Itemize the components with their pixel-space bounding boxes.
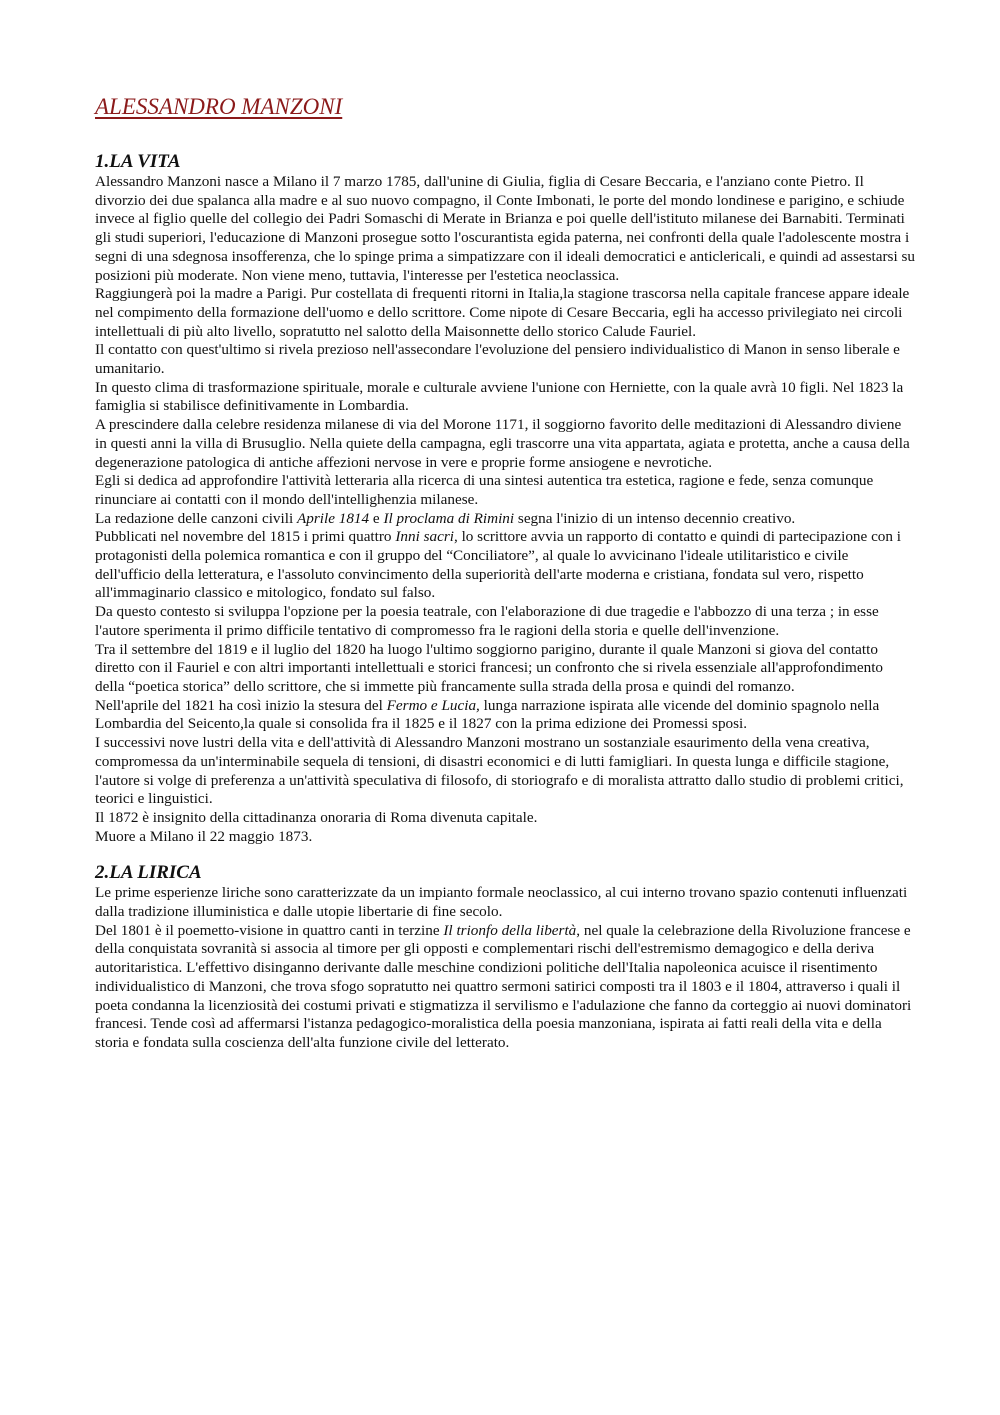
section-heading: [95, 862, 915, 884]
section-title: LA LIRICA: [109, 862, 202, 884]
text-run: , nel quale la celebrazione della Rivoluzione francese e della conquistata sovranità si associa al timore per gli opposti e complementari rischi dell'estremismo demagogico e della deriva autoritaristica. L'effettivo disinganno derivante dalle meschine condizioni politiche dell'Italia napoleonica acuisce il risentimento individualistico di Manzoni, che trova sfogo sopratutto nei quattro sermoni satirici composti tra il 1803 e il 1804, attraverso i quali il poeta condanna la licenziosità dei costumi privati e stigmatizza il servilismo e l'adulazione che fanno da corteggio ai nuovi dominatori francesi. Tende così ad affermarsi l'istanza pedagogico-moralistica della poesia manzoniana, ispirata ai fatti reali della vita e della storia e fondata sulla coscienza dell'alta funzione civile del letterato.: [95, 921, 912, 1051]
text-run: Alessandro Manzoni nasce a Milano il 7 marzo 1785, dall'unine di Giulia, figlia di Cesare Beccaria, e l'anziano conte Pietro. Il divorzio dei due spalanca alla madre e al suo nuovo compagno, il Conte Imbonati, le porte del mondo londinese e parigino, e schiude invece al figlio quelle del collegio dei Padri Somaschi di Merate in Brianza e poi quelle dell'istituto milanese dei Barnabiti. Terminati gli studi superiori, l'educazione di Manzoni prosegue sotto l'oscurantista egida paterna, nei confronti della quale l'adolescente mostra i segni di una sdegnosa insofferenza, che lo spinge prima a simpatizzare con il ideali democratici e anticlericali, e quindi ad assestarsi su posizioni più moderate. Non viene meno, tuttavia, l'interesse per l'estetica neoclassica.: [95, 173, 915, 284]
paragraph: [95, 922, 915, 1053]
section-body: [95, 884, 915, 1052]
text-run: Del 1801 è il poemetto-visione in quattro canti in terzine: [95, 921, 444, 939]
italic-text: Fermo e Lucia,: [386, 696, 480, 714]
text-run: Il contatto con quest'ultimo si rivela prezioso nell'assecondare l'evoluzione del pensiero individualistico di Manon in senso liberale e umanitario.: [95, 341, 900, 378]
paragraph: [95, 510, 915, 529]
text-run: In questo clima di trasformazione spirituale, morale e culturale avviene l'unione con Herniette, con la quale avrà 10 figli. Nel 1823 la famiglia si stabilisce definitivamente in Lombardia.: [95, 378, 904, 415]
section-number: 1.: [95, 151, 110, 172]
text-run: I successivi nove lustri della vita e dell'attività di Alessandro Manzoni mostrano un sostanziale esaurimento della vena creativa, compromessa da un'interminabile sequela di tensioni, di disastri economici e di lutti famigliari. In questa lunga e difficile stagione, l'autore si volge di preferenza a un'attività speculativa di filosofo, di storiografo e di moralista attratto dallo studio di problemi critici, teorici e linguistici.: [95, 734, 904, 808]
text-run: Pubblicati nel novembre del 1815 i primi quattro: [95, 528, 396, 546]
italic-text: Il trionfo della libertà: [443, 921, 577, 939]
text-run: segna l'inizio di un intenso decennio creativo.: [514, 509, 796, 527]
italic-text: Il proclama di Rimini: [383, 509, 515, 527]
paragraph: [95, 641, 915, 697]
paragraph: [95, 528, 915, 603]
paragraph: [95, 809, 915, 828]
text-run: lunga narrazione ispirata alle vicende del dominio spagnolo nella Lombardia del Seicento,la quale si consolida fra il 1825 e il 1827 con la prima edizione dei Promessi sposi.: [95, 696, 880, 733]
paragraph: [95, 884, 915, 921]
document-title: ALESSANDRO MANZONI: [95, 94, 343, 119]
document-body: [95, 93, 915, 1053]
section-heading: [95, 151, 915, 173]
text-run: Da questo contesto si sviluppa l'opzione per la poesia teatrale, con l'elaborazione di due tragedie e l'abbozzo di una terza ; in esse l'autore sperimenta il primo difficile tentativo di compromesso fra le ragioni della storia e quelle dell'invenzione.: [95, 603, 879, 639]
text-run: Le prime esperienze liriche sono caratterizzate da un impianto formale neoclassico, al cui interno trovano spazio contenuti influenzati dalla tradizione illuministica e dalle utopie libertarie di fine secolo.: [95, 884, 908, 921]
section-number: 2.: [95, 862, 110, 884]
text-run: Egli si dedica ad approfondire l'attività letteraria alla ricerca di una sintesi autentica tra estetica, ragione e fede, senza comunque rinunciare ai contatti con il mondo dell'intellighenzia milanese.: [95, 472, 874, 508]
paragraph: [95, 341, 915, 378]
text-run: , lo scrittore avvia un rapporto di contatto e quindi di partecipazione con i protagonisti della polemica romantica e con il gruppo del “Conciliatore”, al quale lo avvicinano l'ideale utilitaristico e civile dell'ufficio della letteratura, e l'assoluto convincimento della superiorità dell'arte moderna e cristiana, fondata sul vero, rispetto all'immaginario classico e mitologico, fondato sul falso.: [95, 528, 902, 602]
text-run: Tra il settembre del 1819 e il luglio del 1820 ha luogo l'ultimo soggiorno parigino, durante il quale Manzoni si giova del contatto diretto con il Fauriel e con altri importanti intellettuali e storici francesi; un confronto che si rivela essenziale all'approfondimento della “poetica storica” dello scrittore, che si immette più francamente sulla strada della prosa e quindi del romanzo.: [95, 640, 884, 695]
italic-text: Aprile 1814: [296, 509, 370, 527]
paragraph: [95, 379, 915, 416]
paragraph: [95, 472, 915, 509]
paragraph: [95, 828, 915, 847]
text-run: Raggiungerà poi la madre a Parigi. Pur costellata di frequenti ritorni in Italia,la stagione trascorsa nella capitale francese appare ideale nel compimento della formazione dell'uomo e dello scrittore. Come nipote di Cesare Beccaria, egli ha accesso privilegiato nei circoli intellettuali di più alto livello, sopratutto nel salotto della Maisonnette dello storico Calude Fauriel.: [95, 285, 910, 340]
paragraph: [95, 173, 915, 285]
text-run: A prescindere dalla celebre residenza milanese di via del Morone 1171, il soggiorno favorito delle meditazioni di Alessandro diviene in questi anni la villa di Brusuglio. Nella quiete della campagna, egli trascorre una vita appartata, agiata e protetta, anche a causa della degenerazione patologica di antiche affezioni nervose in vere e proprie forme ansiogene e nevrotiche.: [95, 416, 910, 471]
text-run: Muore a Milano il 22 maggio 1873.: [95, 827, 313, 845]
text-run: Nell'aprile del 1821 ha così inizio la stesura del: [95, 696, 387, 714]
section-title: LA VITA: [109, 151, 181, 172]
paragraph: [95, 697, 915, 734]
section-body: [95, 173, 915, 846]
paragraph: [95, 285, 915, 341]
paragraph: [95, 734, 915, 809]
section-la-lirica: [95, 862, 915, 1052]
italic-text: Inni sacri: [395, 528, 454, 546]
text-run: La redazione delle canzoni civili: [95, 509, 297, 527]
paragraph: [95, 416, 915, 472]
section-la-vita: [95, 151, 915, 846]
text-run: e: [369, 509, 384, 527]
paragraph: [95, 603, 915, 640]
text-run: Il 1872 è insignito della cittadinanza onoraria di Roma divenuta capitale.: [95, 808, 538, 826]
